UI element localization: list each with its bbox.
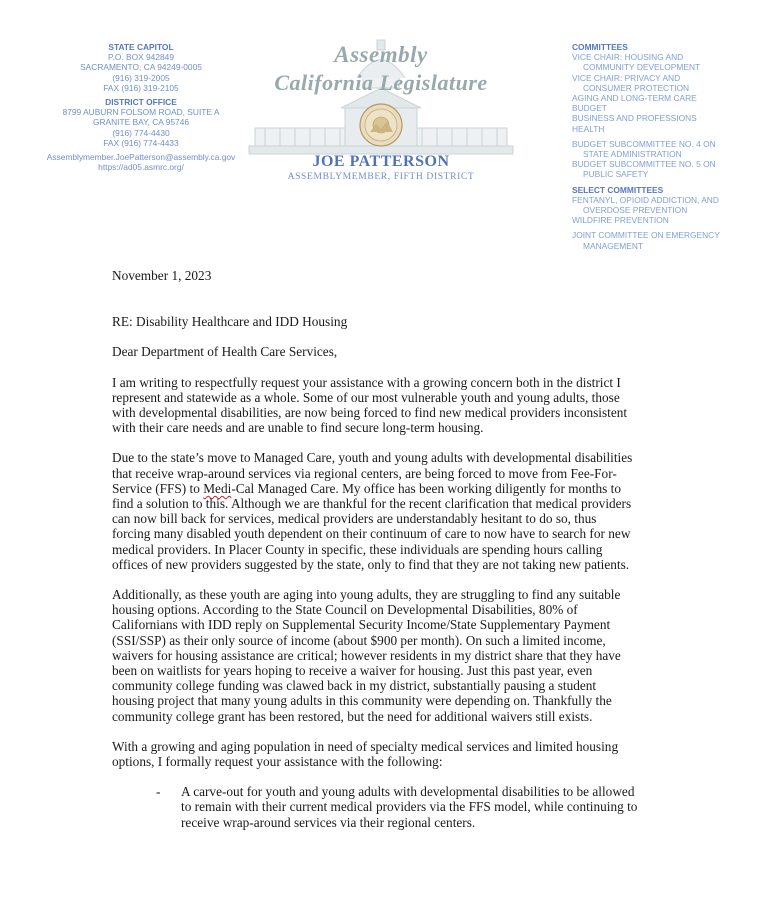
paragraph-1 [112, 375, 672, 436]
committee-item: STATE ADMINISTRATION [583, 149, 682, 160]
budget-subcommittees-list [572, 139, 762, 180]
website-link[interactable]: https://ad05.asmrc.org/ [98, 162, 184, 173]
paragraph-line: that receive wrap-around services via regional centers, are being forced to move from Fee-For- [112, 465, 617, 481]
list-item-line: to remain with their current medical providers via the FFS model, while continuing to [181, 799, 638, 815]
paragraph-line: housing project that many young adults in this community were depending on. Thankfully the [112, 693, 612, 709]
paragraph-line: Californians with IDD reply on Supplemental Security Income/State Supplementary Payment [112, 617, 611, 633]
capitol-fax: FAX (916) 319-2105 [103, 82, 179, 93]
paragraph-line [112, 481, 672, 496]
paragraph-line: housing options. According to the State Council on Developmental Disabilities, 80% of [112, 602, 578, 618]
paragraph-line: offices of new providers suggested by the state, only to find that they are not taking new patients. [112, 556, 630, 572]
paragraph-line: (SSI/SSP) as their only source of income (about $900 per month). On such a limited income, [112, 632, 606, 648]
text-run: Service (FFS) to [112, 480, 204, 496]
committee-item: FENTANYL, OPIOID ADDICTION, AND [572, 194, 719, 205]
paragraph-line: With a growing and aging population in need of specialty medical services and limited housing [112, 738, 619, 754]
paragraph-line: waivers for housing assistance are critical; however residents in my district share that they have [112, 647, 621, 663]
committee-item: HEALTH [572, 123, 605, 134]
legislature-wordmark: California Legislature [274, 70, 488, 95]
committee-item: OVERDOSE PREVENTION [583, 205, 688, 216]
capitol-phone: (916) 319-2005 [112, 72, 170, 83]
district-phone: (916) 774-4430 [112, 127, 170, 138]
text-run: -Cal Managed Care. My office has been working diligently for months to [231, 480, 622, 496]
assembly-masthead [245, 36, 517, 186]
request-list-item [112, 784, 672, 830]
paragraph-line: forcing many disabled youth dependent on their continuum of care to now have to search for new [112, 526, 631, 542]
committee-item: CONSUMER PROTECTION [583, 82, 690, 93]
paragraph-line: with their care needs and are unable to find secure long-term housing. [112, 420, 484, 436]
paragraph-2 [112, 450, 672, 572]
paragraph-4 [112, 739, 672, 769]
subject-line: RE: Disability Healthcare and IDD Housing [112, 314, 348, 330]
capitol-line: SACRAMENTO, CA 94249-0005 [80, 62, 202, 73]
letterhead [0, 0, 768, 265]
committee-item: MANAGEMENT [583, 240, 644, 251]
office-contact-block [28, 42, 254, 172]
committee-item: JOINT COMMITTEE ON EMERGENCY [572, 230, 720, 241]
district-line: GRANITE BAY, CA 95746 [92, 117, 190, 128]
paragraph-3 [112, 587, 672, 724]
paragraph-line: find a solution to this. Although we are thankful for the recent clarification that medical providers [112, 496, 632, 512]
assembly-wordmark: Assembly [334, 42, 428, 67]
member-name: JOE PATTERSON [312, 153, 450, 170]
committee-item: COMMUNITY DEVELOPMENT [583, 62, 701, 73]
list-item-line: receive wrap-around services via their regional centers. [181, 814, 476, 830]
committee-item: WILDFIRE PREVENTION [572, 215, 669, 226]
state-seal [358, 102, 404, 148]
committee-item: BUDGET [572, 103, 607, 114]
paragraph-line: medical providers. In Placer County in specific, these individuals are spending hours calling [112, 541, 603, 557]
capitol-line: P.O. BOX 942849 [108, 52, 174, 63]
joint-committee-list [572, 230, 762, 250]
committee-item: BUSINESS AND PROFESSIONS [572, 113, 697, 124]
committee-item: VICE CHAIR: HOUSING AND [572, 52, 684, 63]
paragraph-line: options, I formally request your assistance with the following: [112, 754, 443, 770]
committee-item: AGING AND LONG-TERM CARE [572, 93, 697, 104]
paragraph-line: represent and statewide as a whole. Some of our most vulnerable youth and young adults, those [112, 389, 620, 405]
committees-header: COMMITTEES [572, 42, 628, 52]
paragraph-line: I am writing to respectfully request your assistance with a growing concern both in the district I [112, 374, 621, 390]
paragraph-line: community college funding was clawed back in my district, substantially pausing a student [112, 678, 597, 694]
committees-block [572, 42, 762, 251]
letter-body [112, 268, 672, 830]
spellcheck-flagged-word[interactable]: Medi [203, 480, 232, 496]
committee-item: BUDGET SUBCOMMITTEE NO. 5 ON [572, 159, 716, 170]
letter-date: November 1, 2023 [112, 268, 212, 283]
email-link[interactable]: Assemblymember.JoePatterson@assembly.ca.gov [46, 152, 236, 163]
paragraph-line: Due to the state’s move to Managed Care, youth and young adults with developmental disabilities [112, 450, 633, 466]
committees-list [572, 52, 762, 134]
district-header: DISTRICT OFFICE [105, 97, 177, 108]
district-fax: FAX (916) 774-4433 [103, 137, 179, 148]
paragraph-line: been on waitlists for years hoping to receive a waiver for housing. Just this past year, even [112, 663, 593, 679]
district-line: 8799 AUBURN FOLSOM ROAD, SUITE A [62, 107, 220, 118]
committee-item: VICE CHAIR: PRIVACY AND [572, 72, 681, 83]
paragraph-line: can now bill back for services, medical providers are understandably hesitant to do so, thus [112, 511, 597, 527]
capitol-header: STATE CAPITOL [108, 42, 174, 52]
select-committees-header: SELECT COMMITTEES [572, 184, 664, 195]
paragraph-line: Additionally, as these youth are aging into young adults, they are struggling to find any suitable [112, 587, 621, 603]
paragraph-line: with developmental disabilities, are now being forced to find new medical providers inconsistent [112, 405, 628, 421]
committee-item: BUDGET SUBCOMMITTEE NO. 4 ON [572, 138, 716, 149]
list-item-line: A carve-out for youth and young adults with developmental disabilities to be allowed [181, 784, 635, 800]
select-committees-list [572, 195, 762, 226]
committee-item: PUBLIC SAFETY [583, 169, 649, 180]
member-title: ASSEMBLYMEMBER, FIFTH DISTRICT [287, 171, 475, 182]
paragraph-line: community college grant has been restored, but the need for additional waivers still exists. [112, 708, 593, 724]
list-bullet: - [156, 784, 161, 800]
salutation: Dear Department of Health Care Services, [112, 344, 338, 360]
